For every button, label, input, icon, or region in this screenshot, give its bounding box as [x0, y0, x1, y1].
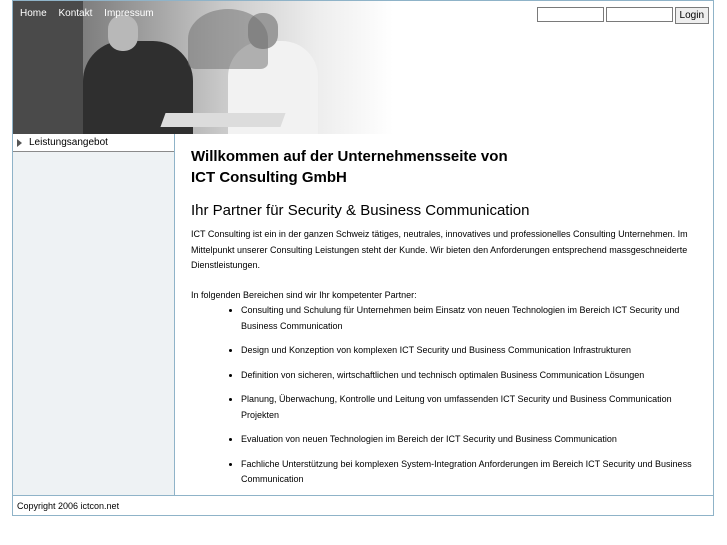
username-input[interactable]	[537, 7, 604, 22]
login-form	[537, 7, 709, 24]
list-item: • Definition von sicheren, wirtschaftlichen und technisch optimalen Business Communication Lösungen	[241, 368, 706, 384]
footer	[13, 495, 713, 515]
header-photo	[13, 1, 393, 134]
list-item: • Consulting und Schulung für Unternehmen beim Einsatz von neuen Technologien im Bereich ICT Security und Business Communication	[241, 303, 706, 334]
login-button[interactable]: Login	[675, 7, 709, 24]
page-subtitle: Ihr Partner für Security & Business Communication	[191, 202, 530, 219]
list-item: • Evaluation von neuen Technologien im Bereich der ICT Security und Business Communication	[241, 432, 706, 448]
triangle-right-icon	[17, 139, 22, 147]
areas-intro: In folgenden Bereichen sind wir Ihr kompetenter Partner:	[191, 289, 417, 300]
copyright-text: Copyright 2006 ictcon.net	[17, 501, 120, 511]
page-frame	[12, 0, 714, 516]
list-item: • Fachliche Unterstützung bei komplexen System-Integration Anforderungen im Bereich ICT Security und Business Communication	[241, 457, 706, 488]
areas-list	[191, 303, 706, 488]
list-item: • Planung, Überwachung, Kontrolle und Leitung von umfassenden ICT Security und Business Communication Projekten	[241, 392, 706, 423]
sidebar	[13, 134, 175, 495]
title-line-1: Willkommen auf der Unternehmensseite von	[191, 148, 508, 165]
list-item: • Design und Konzeption von komplexen ICT Security und Business Communication Infrastrukturen	[241, 343, 706, 359]
header	[13, 1, 713, 134]
sidebar-item-label: Leistungsangebot	[29, 137, 108, 148]
main-content	[191, 146, 706, 497]
nav-kontakt[interactable]: Kontakt	[58, 8, 93, 19]
sidebar-item-leistungsangebot[interactable]	[13, 134, 174, 152]
page-title	[191, 146, 706, 188]
nav-home[interactable]: Home	[20, 8, 47, 19]
top-nav	[20, 8, 163, 19]
nav-impressum[interactable]: Impressum	[104, 8, 154, 19]
title-line-2: ICT Consulting GmbH	[191, 169, 347, 186]
password-input[interactable]	[606, 7, 673, 22]
intro-text: ICT Consulting ist ein in der ganzen Schweiz tätiges, neutrales, innovatives und professionelles Consulting Unternehmen. Im Mittelpunkt unserer Consulting Leistungen steht der Kunde. Wir bieten den Anforderungen entsprechend massgeschneiderte Dienstleistungen.	[191, 229, 688, 270]
